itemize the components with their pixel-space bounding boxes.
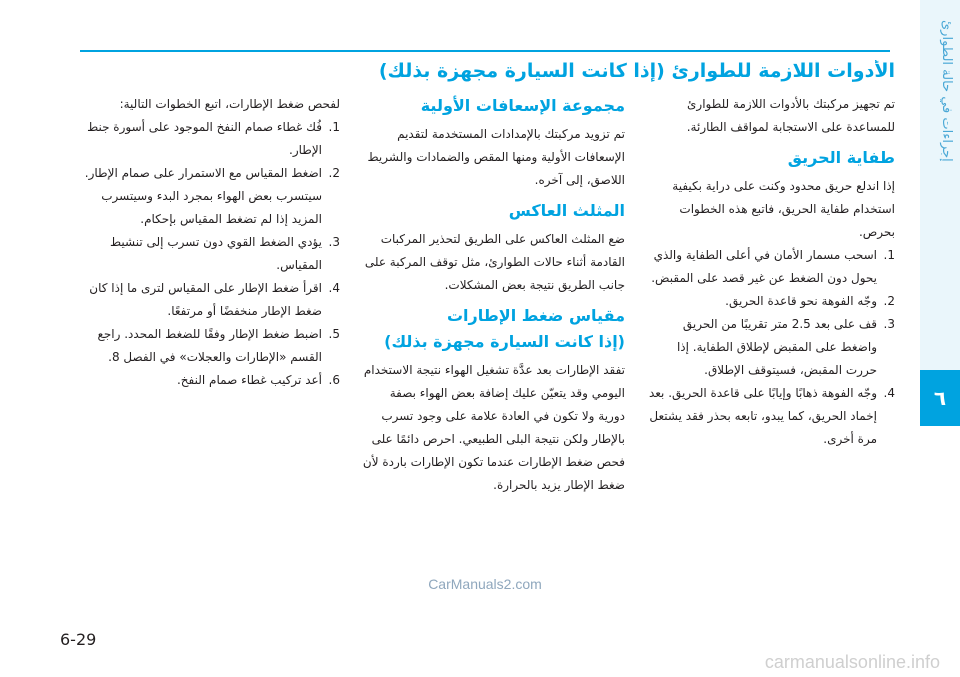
header-rule bbox=[80, 50, 890, 52]
step-number: 5. bbox=[328, 327, 340, 341]
section-title-first-aid: مجموعة الإسعافات الأولية bbox=[420, 96, 625, 115]
footer-watermark: carmanualsonline.info bbox=[764, 652, 940, 672]
step-number: 6. bbox=[328, 373, 340, 387]
step-text: فُك غطاء صمام النفخ الموجود على أسورة جنط الإطار. bbox=[87, 120, 322, 157]
watermark-link[interactable]: CarManuals2.com bbox=[428, 576, 542, 592]
section-subtitle-tire-gauge: (إذا كانت السيارة مجهزة بذلك) bbox=[384, 332, 625, 351]
section-title-warning-triangle: المثلث العاكس bbox=[508, 201, 625, 220]
step-number: 2. bbox=[328, 166, 340, 180]
tire-check-steps bbox=[80, 116, 340, 392]
list-item bbox=[645, 244, 895, 290]
step-number: 3. bbox=[883, 317, 895, 331]
list-item bbox=[645, 313, 895, 382]
step-text: اسحب مسمار الأمان في أعلى الطفاية والذي يحول دون الضغط عن غير قصد على المقبض. bbox=[651, 248, 877, 285]
page-number: 6-29 bbox=[60, 630, 97, 649]
list-item bbox=[645, 290, 895, 313]
list-item bbox=[80, 323, 340, 369]
first-aid-text: تم تزويد مركبتك بالإمدادات المستخدمة لتقديم الإسعافات الأولية ومنها المقص والضمادات والشريط اللاصق، إلى آخره. bbox=[367, 127, 625, 187]
tire-check-intro: لفحص ضغط الإطارات، اتبع الخطوات التالية: bbox=[119, 97, 340, 111]
column-left bbox=[80, 93, 340, 392]
step-number: 4. bbox=[328, 281, 340, 295]
step-text: أعد تركيب غطاء صمام النفخ. bbox=[176, 373, 322, 387]
list-item bbox=[645, 382, 895, 451]
step-number: 1. bbox=[883, 248, 895, 262]
step-text: وجّه الفوهة نحو قاعدة الحريق. bbox=[725, 294, 877, 308]
chapter-side-tab bbox=[920, 0, 960, 677]
list-item bbox=[80, 231, 340, 277]
step-number: 1. bbox=[328, 120, 340, 134]
chapter-title: إجراءات في حالة الطوارئ bbox=[939, 20, 954, 162]
fire-extinguisher-steps bbox=[645, 244, 895, 451]
column-right bbox=[645, 93, 895, 451]
step-text: قف على بعد 2.5 متر تقريبًا من الحريق واضغط على المقبض لإطلاق الطفاية. إذا حررت المقبض، فسيتوقف الإطلاق. bbox=[676, 317, 877, 377]
column-middle bbox=[360, 93, 625, 497]
step-text: يؤدي الضغط القوي دون تسرب إلى تنشيط المقياس. bbox=[110, 235, 322, 272]
step-text: وجّه الفوهة ذهابًا وإيابًا على قاعدة الحريق. بعد إخماد الحريق، كما يبدو، تابعه بحذر فقد يشتعل مرة أخرى. bbox=[648, 386, 877, 446]
list-item bbox=[80, 369, 340, 392]
step-text: اضبط ضغط الإطار وفقًا للضغط المحدد. راجع القسم «الإطارات والعجلات» في الفصل 8. bbox=[97, 327, 322, 364]
step-text: اقرأ ضغط الإطار على المقياس لترى ما إذا كان ضغط الإطار منخفضًا أو مرتفعًا. bbox=[89, 281, 322, 318]
chapter-number: ٦ bbox=[920, 370, 960, 426]
section-title-tire-gauge: مقياس ضغط الإطارات bbox=[446, 306, 625, 325]
list-item bbox=[80, 162, 340, 231]
step-number: 3. bbox=[328, 235, 340, 249]
warning-triangle-text: ضع المثلث العاكس على الطريق لتحذير المركبات القادمة أثناء حالات الطوارئ، مثل توقف المركبة على جانب الطريق نتيجة بعض المشكلات. bbox=[364, 232, 625, 292]
list-item bbox=[80, 116, 340, 162]
intro-paragraph: تم تجهيز مركبتك بالأدوات اللازمة للطوارئ للمساعدة على الاستجابة لمواقف الطارئة. bbox=[686, 97, 895, 134]
section-title-fire-extinguisher: طفاية الحريق bbox=[787, 148, 895, 167]
list-item bbox=[80, 277, 340, 323]
page-title: الأدوات اللازمة للطوارئ (إذا كانت السيارة مجهزة بذلك) bbox=[378, 60, 895, 82]
tire-gauge-text: تفقد الإطارات بعد عدَّة تشغيل الهواء نتيجة الاستخدام اليومي وقد يتعيّن عليك إضافة بعض الهواء بصفة دورية ولا تكون في العادة علامة على وجود تسرب بالإطار ولكن نتيجة البلى الطبيعي. احرص دائمًا على فحص ضغط الإطارات عندما تكون الإطارات باردة لأن ضغط الإطار يزيد بالحرارة. bbox=[362, 363, 625, 492]
step-text: اضغط المقياس مع الاستمرار على صمام الإطار. سيتسرب بعض الهواء بمجرد البدء وسيتسرب المزيد إذا لم تضغط المقياس بإحكام. bbox=[84, 166, 322, 226]
fire-extinguisher-intro: إذا اندلع حريق محدود وكنت على دراية بكيفية استخدام طفاية الحريق، فاتبع هذه الخطوات بحرص. bbox=[672, 179, 895, 239]
step-number: 2. bbox=[883, 294, 895, 308]
step-number: 4. bbox=[883, 386, 895, 400]
